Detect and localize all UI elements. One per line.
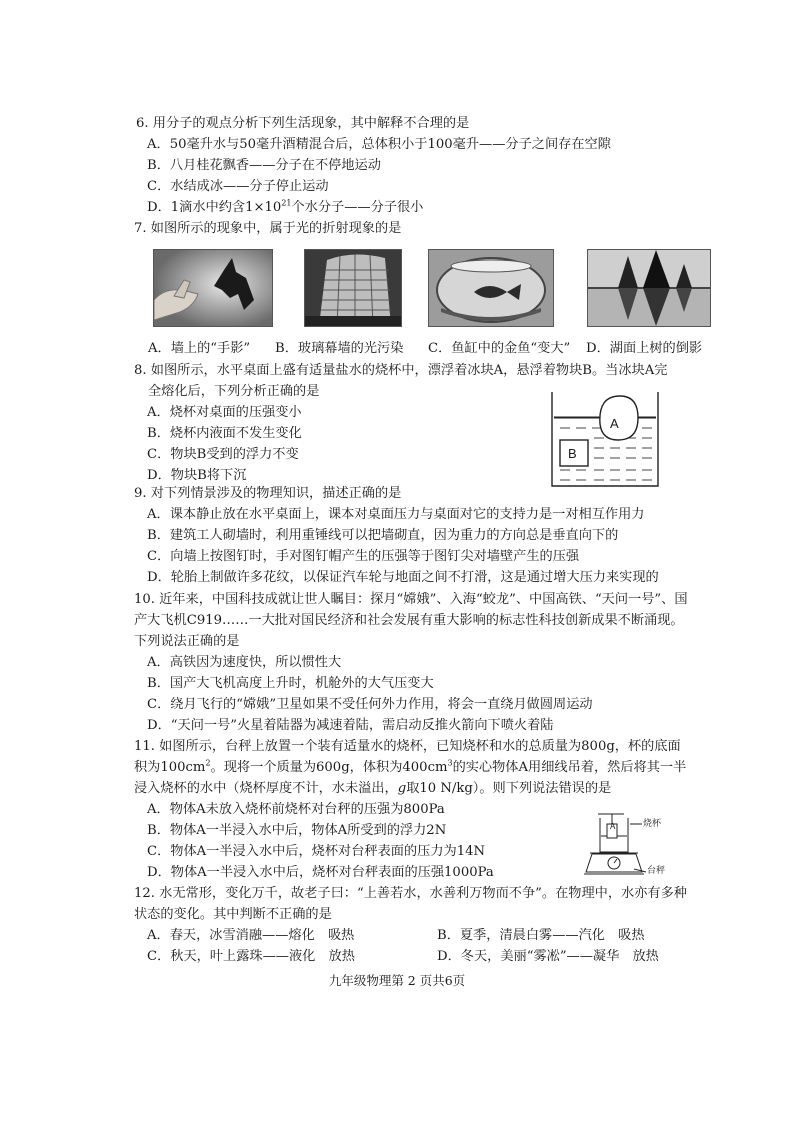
q10-option-d: D．“天问一号”火星着陆器为减速着陆，需启动反推火箭向下喷火着陆: [147, 718, 554, 733]
page-footer: 九年级物理第 2 页共6页: [328, 973, 466, 988]
q6-option-b: B．八月桂花飘香——分子在不停地运动: [147, 158, 381, 173]
q11-stem-line3: [134, 779, 611, 799]
q11-stem-line3-post: 取10 N/kg）。则下列说法错误的是: [406, 781, 612, 796]
q6-option-d-pre: D．1滴水中约含1×10: [147, 200, 282, 215]
q7-option-c: C．鱼缸中的金鱼“变大”: [428, 341, 571, 356]
object-block-label: B: [568, 446, 577, 461]
q10-option-c: C．绕月飞行的“嫦娥”卫星如果不受任何外力作用，将会一直绕月做圆周运动: [147, 697, 593, 712]
q7-option-b: B．玻璃幕墙的光污染: [275, 341, 404, 356]
q11-volume-exponent: 3: [447, 758, 453, 768]
q11-gravity-symbol: g: [397, 781, 407, 796]
q10-option-a: A．高铁因为速度快，所以惯性大: [147, 655, 342, 670]
q11-stem-line1: 11. 如图所示，台秤上放置一个装有适量水的烧杯，已知烧杯和水的总质量为800g，杯的底面: [134, 739, 681, 754]
glass-building-photo: [304, 249, 402, 327]
ice-block-label: A: [610, 416, 619, 431]
q11-option-b: B．物体A一半浸入水中后，物体A所受到的浮力2N: [147, 823, 447, 838]
q8-option-d: D．物块B将下沉: [147, 468, 247, 483]
q9-option-c: C．向墙上按图钉时，手对图钉帽产生的压强等于图钉尖对墙壁产生的压强: [147, 549, 580, 564]
q10-stem-line1: 10. 近年来，中国科技成就让世人瞩目：探月“嫦娥”、入海“蛟龙”、中国高铁、“天问一号”、国: [134, 592, 688, 607]
q12-option-a: A．春天，冰雪消融——熔化 吸热: [147, 928, 355, 943]
tree-reflection-photo: [587, 249, 711, 327]
q6-option-a: A．50毫升水与50毫升酒精混合后，总体积小于100毫升——分子之间存在空隙: [147, 137, 611, 152]
q11-stem-line2-pre: 积为100cm: [134, 760, 206, 775]
q9-option-d: D．轮胎上制做许多花纹，以保证汽车轮与地面之间不打滑，这是通过增大压力来实现的: [147, 570, 659, 585]
q11-stem-line3-pre: 浸入烧杯的水中（烧杯厚度不计，水未溢出，: [134, 781, 398, 796]
q12-option-b: B．夏季，清晨白雾——汽化 吸热: [437, 928, 645, 943]
q7-stem: 7. 如图所示的现象中，属于光的折射现象的是: [134, 221, 402, 236]
q6-stem: 6. 用分子的观点分析下列生活现象，其中解释不合理的是: [136, 116, 470, 131]
q6-option-d: [147, 198, 423, 218]
q8-option-a: A．烧杯对桌面的压强变小: [147, 405, 302, 420]
q11-option-d: D．物体A一半浸入水中后，烧杯对台秤表面的压强1000Pa: [147, 865, 494, 880]
q11-stem-line2: [134, 758, 686, 778]
q11-stem-line2-mid: 。现将一个质量为600g，体积为400cm: [210, 760, 448, 775]
q10-stem-line3: 下列说法正确的是: [134, 634, 240, 649]
q7-option-d: D．湖面上树的倒影: [586, 341, 703, 356]
q12-option-c: C．秋天，叶上露珠——液化 放热: [147, 949, 355, 964]
q6-option-d-exponent: 21: [281, 198, 292, 208]
q9-option-a: A．课本静止放在水平桌面上，课本对桌面压力与桌面对它的支持力是一对相互作用力: [147, 507, 645, 522]
q11-option-a: A．物体A未放入烧杯前烧杯对台秤的压强为800Pa: [147, 802, 445, 817]
fish-bowl-photo: [428, 249, 554, 327]
q11-option-c: C．物体A一半浸入水中后，烧杯对台秤表面的压力为14N: [147, 844, 486, 859]
q11-area-exponent: 2: [205, 758, 211, 768]
q10-stem-line2: 产大飞机C919……一大批对国民经济和社会发展有重大影响的标志性科技创新成果不断涌现。: [134, 613, 684, 628]
q9-stem: 9. 对下列情景涉及的物理知识，描述正确的是: [134, 486, 402, 501]
object-a-label: A: [610, 822, 616, 831]
scale-label: 台秤: [647, 866, 666, 876]
q8-stem-line1: 8. 如图所示，水平桌面上盛有适量盐水的烧杯中，漂浮着冰块A，悬浮着物块B。当冰块A完: [134, 363, 668, 378]
q8-option-c: C．物块B受到的浮力不变: [147, 447, 299, 462]
beaker-diagram: [546, 390, 664, 490]
q9-option-b: B．建筑工人砌墙时，利用重锤线可以把墙砌直，因为重力的方向总是垂直向下的: [147, 528, 619, 543]
q12-stem-line2: 状态的变化。其中判断不正确的是: [134, 907, 332, 922]
q12-option-d: D．冬天，美丽“雾凇”——凝华 放热: [437, 949, 659, 964]
q12-stem-line1: 12. 水无常形，变化万千，故老子曰：“上善若水，水善利万物而不争”。在物理中，水亦有多种: [134, 886, 687, 901]
q8-stem-line2: 全熔化后，下列分析正确的是: [148, 384, 320, 399]
hand-shadow-photo: [153, 249, 273, 327]
q11-stem-line2-post: 的实心物体A用细线吊着，然后将其一半: [452, 760, 687, 775]
q6-option-c: C．水结成冰——分子停止运动: [147, 179, 329, 194]
q10-option-b: B．国产大飞机高度上升时，机舱外的大气压变大: [147, 676, 434, 691]
q8-option-b: B．烧杯内液面不发生变化: [147, 426, 302, 441]
q6-option-d-post: 个水分子——分子很小: [291, 200, 424, 215]
q7-option-a: A．墙上的“手影”: [148, 341, 251, 356]
beaker-label: 烧杯: [643, 819, 662, 829]
